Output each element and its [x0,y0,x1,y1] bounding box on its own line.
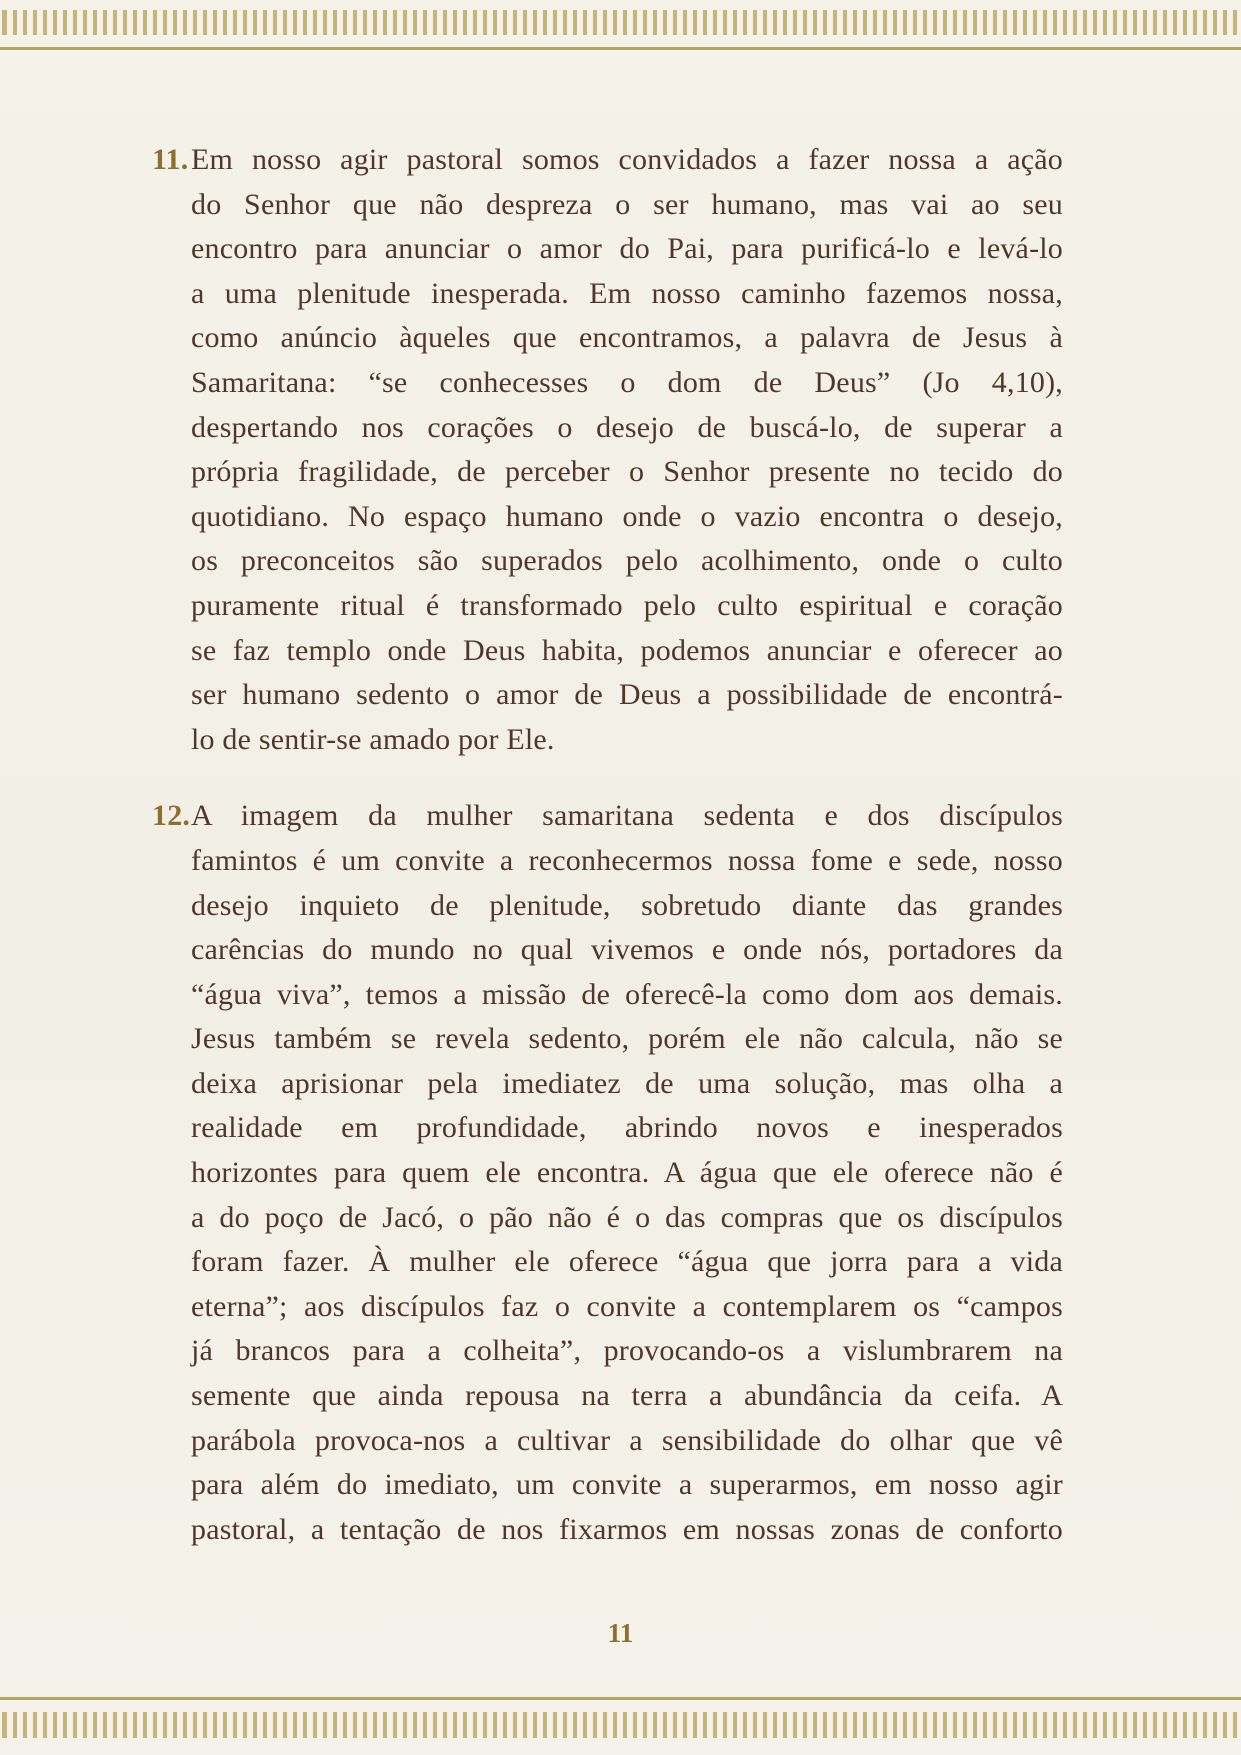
text-line: parábola provoca-nos a cultivar a sensibilidade do olhar que vê [191,1423,1063,1457]
text-line: encontro para anunciar o amor do Pai, para purificá-lo e levá-lo [191,232,1063,266]
text-line: ser humano sedento o amor de Deus a possibilidade de encontrá- [191,678,1063,712]
paragraph-text [191,794,1063,1552]
paragraph-number: 11. [152,143,189,176]
text-block [152,138,1063,1552]
numbered-paragraph [152,138,1063,762]
text-line: A imagem da mulher samaritana sedenta e dos discípulos [191,799,1063,833]
text-line: eterna”; aos discípulos faz o convite a contemplarem os “campos [191,1289,1063,1323]
text-line: deixa aprisionar pela imediatez de uma solução, mas olha a [191,1066,1063,1100]
text-line: “água viva”, temos a missão de oferecê-la como dom aos demais. [191,977,1063,1011]
text-line: Em nosso agir pastoral somos convidados a fazer nossa a ação [191,143,1063,176]
text-line: despertando nos corações o desejo de buscá-lo, de superar a [191,410,1063,444]
text-line: própria fragilidade, de perceber o Senhor presente no tecido do [191,455,1063,489]
text-line: como anúncio àqueles que encontramos, a palavra de Jesus à [191,321,1063,355]
text-line: os preconceitos são superados pelo acolhimento, onde o culto [191,544,1063,578]
text-line: a uma plenitude inesperada. Em nosso caminho fazemos nossa, [191,276,1063,310]
text-line: Samaritana: “se conhecesses o dom de Deus” (Jo 4,10), [191,365,1063,399]
top-border-rule [0,47,1241,50]
text-line: pastoral, a tentação de nos fixarmos em nossas zonas de conforto [191,1512,1063,1546]
text-line: lo de sentir-se amado por Ele. [191,722,555,756]
text-line: Jesus também se revela sedento, porém ele não calcula, não se [191,1022,1063,1056]
text-line: já brancos para a colheita”, provocando-os a vislumbrarem na [191,1334,1063,1368]
text-line: do Senhor que não despreza o ser humano, mas vai ao seu [191,187,1063,221]
text-line: desejo inquieto de plenitude, sobretudo diante das grandes [191,888,1063,922]
text-line: semente que ainda repousa na terra a abundância da ceifa. A [191,1379,1063,1413]
text-line: foram fazer. À mulher ele oferece “água que jorra para a vida [191,1245,1063,1279]
bottom-border-ticks [0,1712,1241,1738]
text-line: realidade em profundidade, abrindo novos e inesperados [191,1111,1063,1145]
text-line: carências do mundo no qual vivemos e onde nós, portadores da [191,933,1063,967]
text-line: horizontes para quem ele encontra. A água que ele oferece não é [191,1156,1063,1190]
top-border-ticks [0,10,1241,35]
text-line: famintos é um convite a reconhecermos nossa fome e sede, nosso [191,843,1063,877]
text-line: puramente ritual é transformado pelo culto espiritual e coração [191,588,1063,622]
text-line: para além do imediato, um convite a superarmos, em nosso agir [191,1468,1063,1502]
text-line: se faz templo onde Deus habita, podemos anunciar e oferecer ao [191,633,1063,667]
text-line: quotidiano. No espaço humano onde o vazio encontra o desejo, [191,499,1063,533]
paragraph-text [191,138,1063,762]
text-line: a do poço de Jacó, o pão não é o das compras que os discípulos [191,1200,1063,1234]
paragraph-number: 12. [152,799,191,833]
page-number: 11 [607,1618,634,1648]
bottom-border-rule [0,1697,1241,1700]
numbered-paragraph [152,794,1063,1552]
